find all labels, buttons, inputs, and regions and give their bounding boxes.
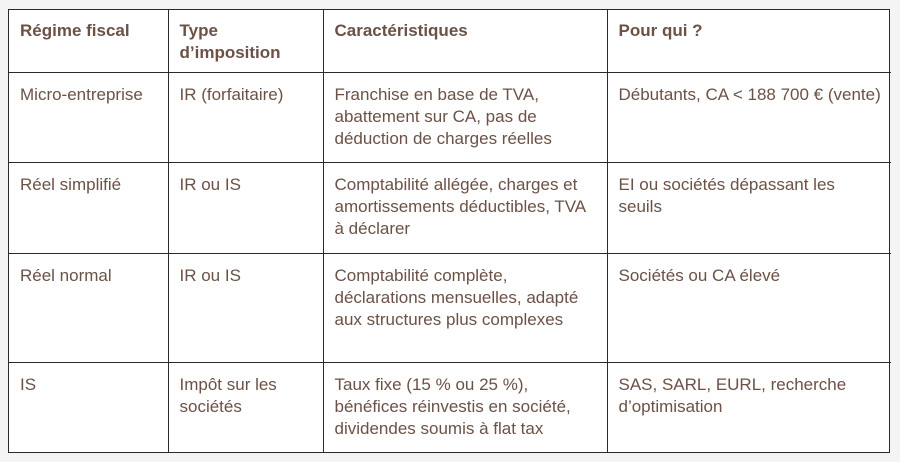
cell-regime: Micro-entreprise	[9, 73, 168, 163]
cell-imposition: Impôt sur les sociétés	[168, 362, 323, 452]
cell-pour-qui: Sociétés ou CA élevé	[607, 253, 891, 362]
table-row	[9, 73, 891, 163]
cell-regime: IS	[9, 362, 168, 452]
cell-imposition: IR ou IS	[168, 163, 323, 253]
cell-imposition: IR ou IS	[168, 253, 323, 362]
fiscal-regime-table	[9, 10, 891, 452]
cell-imposition: IR (forfaitaire)	[168, 73, 323, 163]
cell-caracteristiques: Taux fixe (15 % ou 25 %), bénéfices réinvestis en société, dividendes soumis à flat tax	[323, 362, 607, 452]
header-type-imposition: Type d’imposition	[168, 10, 323, 73]
table-row	[9, 362, 891, 452]
cell-caracteristiques: Comptabilité allégée, charges et amortissements déductibles, TVA à déclarer	[323, 163, 607, 253]
header-regime-fiscal: Régime fiscal	[9, 10, 168, 73]
table-header-row	[9, 10, 891, 73]
cell-pour-qui: Débutants, CA < 188 700 € (vente)	[607, 73, 891, 163]
cell-caracteristiques: Franchise en base de TVA, abattement sur CA, pas de déduction de charges réelles	[323, 73, 607, 163]
cell-caracteristiques: Comptabilité complète, déclarations mensuelles, adapté aux structures plus complexes	[323, 253, 607, 362]
header-pour-qui: Pour qui ?	[607, 10, 891, 73]
cell-regime: Réel simplifié	[9, 163, 168, 253]
header-caracteristiques: Caractéristiques	[323, 10, 607, 73]
table-row	[9, 163, 891, 253]
fiscal-regime-table-container	[8, 9, 890, 453]
cell-regime: Réel normal	[9, 253, 168, 362]
table-row	[9, 253, 891, 362]
cell-pour-qui: EI ou sociétés dépassant les seuils	[607, 163, 891, 253]
cell-pour-qui: SAS, SARL, EURL, recherche d’optimisation	[607, 362, 891, 452]
